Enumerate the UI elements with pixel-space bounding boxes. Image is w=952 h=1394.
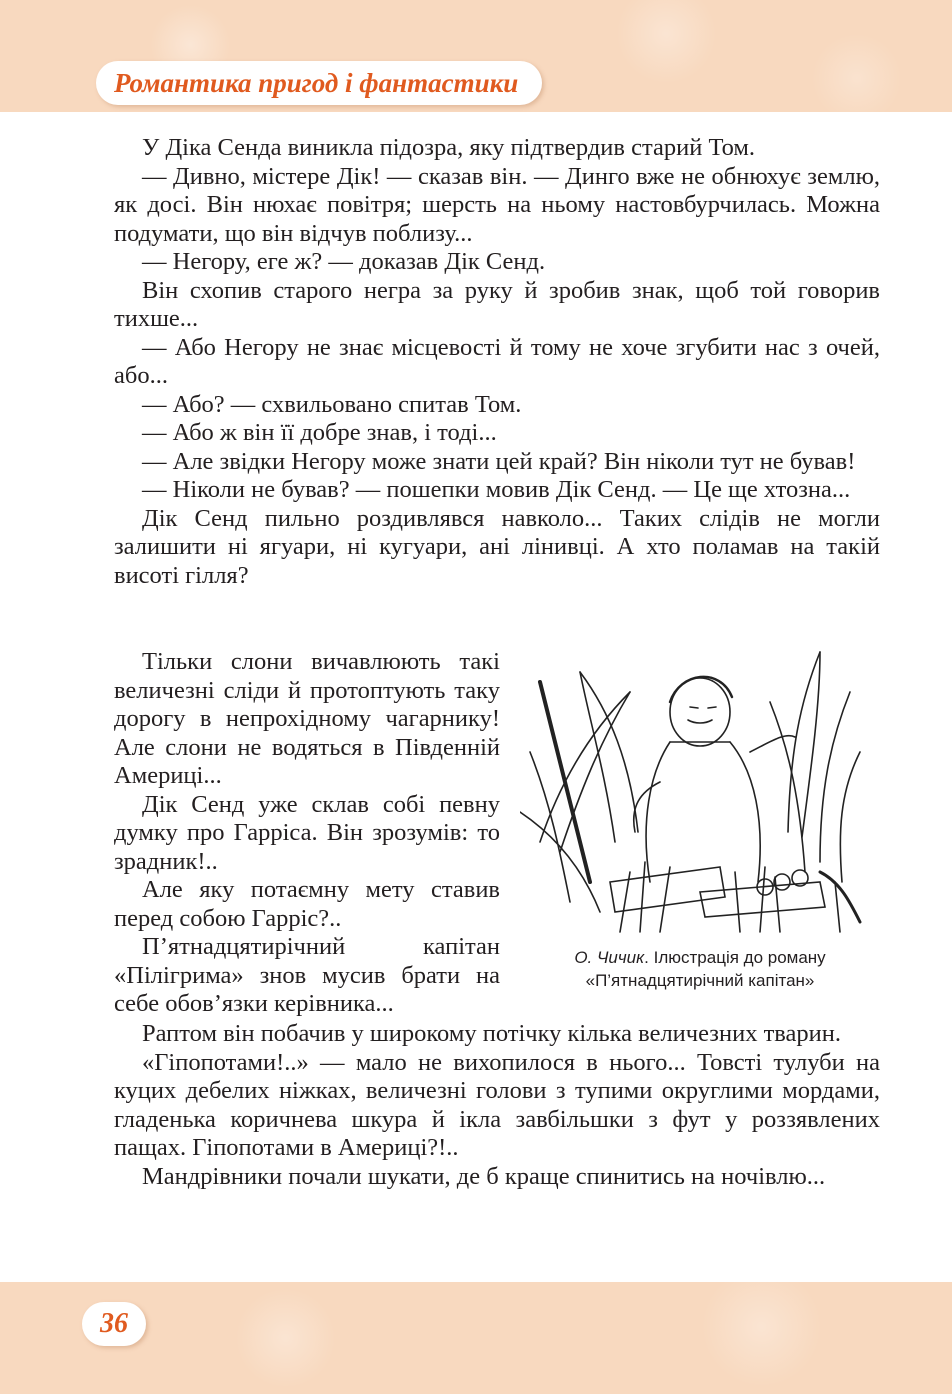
illustration-boy-in-jungle <box>520 632 880 940</box>
paragraph: Мандрівники почали шукати, де б краще спинитись на ночівлю... <box>142 1162 826 1190</box>
paragraph: — Але звідки Негору може знати цей край? Він ніколи тут не бував! <box>142 447 856 475</box>
left-column-text <box>114 648 500 1019</box>
caption-line-1 <box>520 946 880 969</box>
paragraph: Але яку потаємну мету ставив перед собою Гарріс?.. <box>114 876 500 932</box>
section-title: Романтика пригод і фантастики <box>114 67 519 98</box>
caption-line-2: «П’ятнадцятирічний капітан» <box>585 971 815 990</box>
paragraph: Дік Сенд уже склав собі певну думку про Гарріса. Він зрозумів: то зрадник!.. <box>114 790 500 875</box>
paragraph: У Діка Сенда виникла підозра, яку підтвердив старий Том. <box>142 134 756 161</box>
section-header <box>96 61 542 105</box>
paragraph: — Ніколи не бував? — пошепки мовив Дік Сенд. — Це ще хтозна... <box>142 476 851 503</box>
paragraph: Дік Сенд пильно роздивлявся навколо... Таких слідів не могли залишити ні ягуари, ні кугуари, ані лінивці. А хто поламав на такій висоті гілля? <box>114 504 880 589</box>
paragraph: — Дивно, містере Дік! — сказав він. — Динго вже не обнюхує землю, як досі. Він нюхає повітря; шерсть на ньому настовбурчилась. Можна подумати, що він відчув поблизу... <box>114 162 880 247</box>
paragraph: — Або? — схвильовано спитав Том. <box>142 390 522 418</box>
paragraph: — Негору, еге ж? — доказав Дік Сенд. <box>142 248 546 275</box>
page-number: 36 <box>100 1308 128 1339</box>
paragraph: Він схопив старого негра за руку й зробив знак, щоб той говорив тихше... <box>114 276 880 332</box>
footer-decor-band <box>0 1282 952 1394</box>
page-number-badge <box>82 1302 146 1346</box>
paragraph: Тільки слони вичавлюють такі величезні сліди й протоптують таку дорогу в непрохідному чагарнику! Але слони не водяться в Південній Америці... <box>114 648 500 789</box>
paragraph: — Або Негору не знає місцевості й тому не хоче згубити нас з очей, або... <box>114 333 880 389</box>
caption-text: . Ілюстрація до роману <box>644 948 826 967</box>
paragraph: — Або ж він її добре знав, і тоді... <box>142 419 497 446</box>
bottom-text-block <box>114 1020 880 1191</box>
paragraph: Раптом він побачив у широкому потічку кілька величезних тварин. <box>142 1020 841 1047</box>
paragraph: «Гіпопотами!..» — мало не вихопилося в нього... Товсті тулуби на куцих дебелих ніжках, величезні голови з тупими округлими мордами, гладенька коричнева шкура й ікла завбільшки з фут у роззявлених пащах. Гіпопотами в Америці?!.. <box>114 1048 880 1161</box>
top-text-block <box>114 134 880 590</box>
illustration-caption <box>520 946 880 992</box>
caption-author: О. Чичик <box>574 948 645 967</box>
paragraph: П’ятнадцятирічний капітан «Пілігрима» знов мусив брати на себе обов’язки керівника... <box>114 933 500 1017</box>
